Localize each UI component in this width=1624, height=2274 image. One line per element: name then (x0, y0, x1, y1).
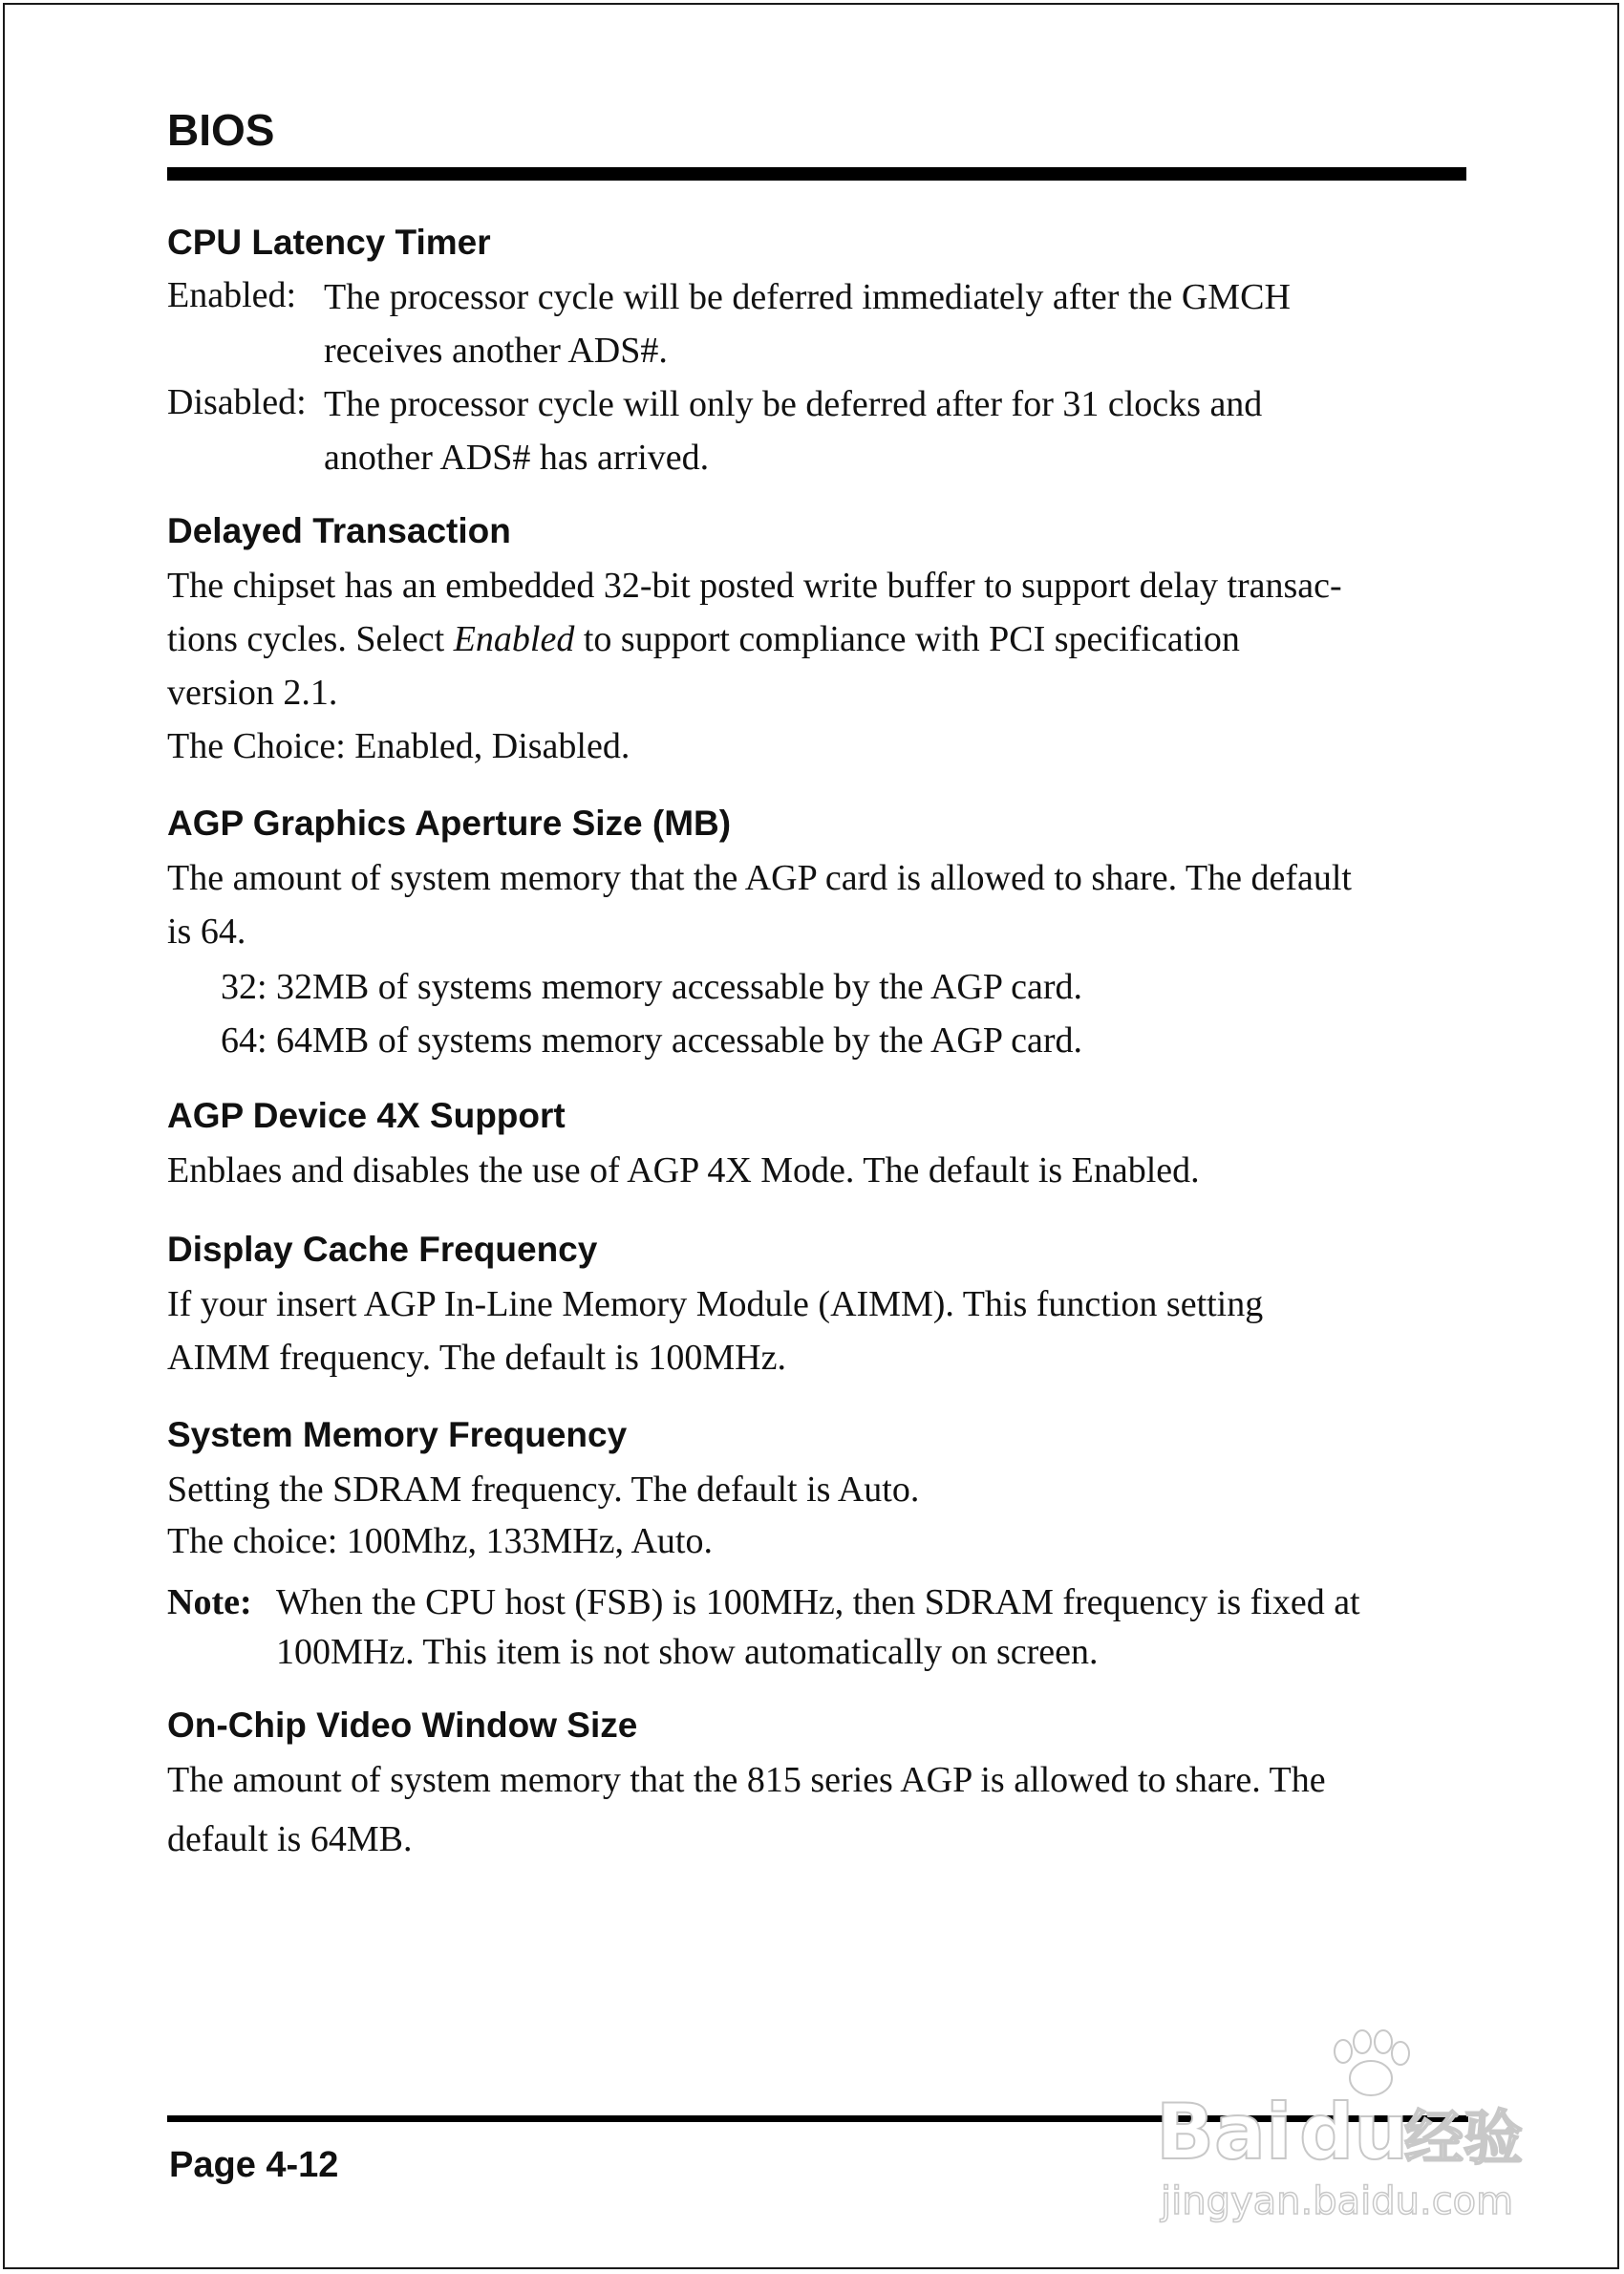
delayed-line2-a: tions cycles. Select (167, 619, 454, 659)
section-heading-delayed-transaction: Delayed Transaction (167, 511, 511, 550)
note-line2: 100MHz. This item is not show automatically on screen. (276, 1632, 1099, 1672)
section-heading-agp-4x: AGP Device 4X Support (167, 1096, 566, 1135)
paw-icon (1335, 2030, 1409, 2095)
delayed-line1: The chipset has an embedded 32-bit posted write buffer to support delay transac- (167, 566, 1342, 606)
watermark-cn: 经验 (1404, 2103, 1524, 2173)
section-heading-display-cache: Display Cache Frequency (167, 1230, 598, 1269)
page-header-title: BIOS (167, 105, 275, 155)
watermark-url: jingyan.baidu.com (1161, 2179, 1514, 2223)
agp-aperture-option-64: 64: 64MB of systems memory accessable by the AGP card. (221, 1020, 1082, 1061)
agp-aperture-option-32: 32: 32MB of systems memory accessable by the AGP card. (221, 967, 1082, 1007)
header-rule (167, 167, 1466, 181)
delayed-line3: version 2.1. (167, 673, 338, 713)
onchip-video-line2: default is 64MB. (167, 1819, 413, 1859)
section-heading-cpu-latency: CPU Latency Timer (167, 223, 491, 262)
page-number: Page 4-12 (169, 2145, 339, 2185)
system-memory-line2: The choice: 100Mhz, 133MHz, Auto. (167, 1521, 713, 1561)
disabled-desc-line2: another ADS# has arrived. (324, 438, 710, 478)
delayed-line2-em: Enabled (453, 619, 575, 659)
note-label: Note: (167, 1582, 252, 1622)
note-line1: When the CPU host (FSB) is 100MHz, then SDRAM frequency is fixed at (276, 1582, 1360, 1622)
enabled-desc-line2: receives another ADS#. (324, 331, 668, 371)
agp-aperture-line1: The amount of system memory that the AGP card is allowed to share. The default (167, 858, 1352, 898)
delayed-choice: The Choice: Enabled, Disabled. (167, 726, 630, 766)
section-heading-agp-aperture: AGP Graphics Aperture Size (MB) (167, 804, 732, 843)
section-heading-onchip-video: On-Chip Video Window Size (167, 1706, 638, 1745)
disabled-desc-line1: The processor cycle will only be deferred after for 31 clocks and (324, 384, 1263, 424)
agp-4x-line1: Enblaes and disables the use of AGP 4X Mode. The default is Enabled. (167, 1150, 1200, 1191)
delayed-line2 (167, 612, 1240, 666)
enabled-label: Enabled: (167, 275, 297, 315)
display-cache-line2: AIMM frequency. The default is 100MHz. (167, 1338, 786, 1378)
onchip-video-line1: The amount of system memory that the 815 series AGP is allowed to share. The (167, 1760, 1326, 1800)
watermark-brand-bai: Bai (1156, 2088, 1293, 2177)
page-frame (3, 3, 1619, 2269)
delayed-line2-b: to support compliance with PCI specification (574, 619, 1240, 659)
watermark-brand-du: du (1299, 2088, 1409, 2177)
enabled-desc-line1: The processor cycle will be deferred immediately after the GMCH (324, 277, 1291, 317)
display-cache-line1: If your insert AGP In-Line Memory Module (AIMM). This function setting (167, 1284, 1264, 1324)
baidu-watermark (1156, 2023, 1557, 2223)
section-heading-system-memory: System Memory Frequency (167, 1415, 628, 1454)
system-memory-line1: Setting the SDRAM frequency. The default is Auto. (167, 1470, 920, 1510)
disabled-label: Disabled: (167, 382, 307, 422)
agp-aperture-line2: is 64. (167, 912, 246, 952)
